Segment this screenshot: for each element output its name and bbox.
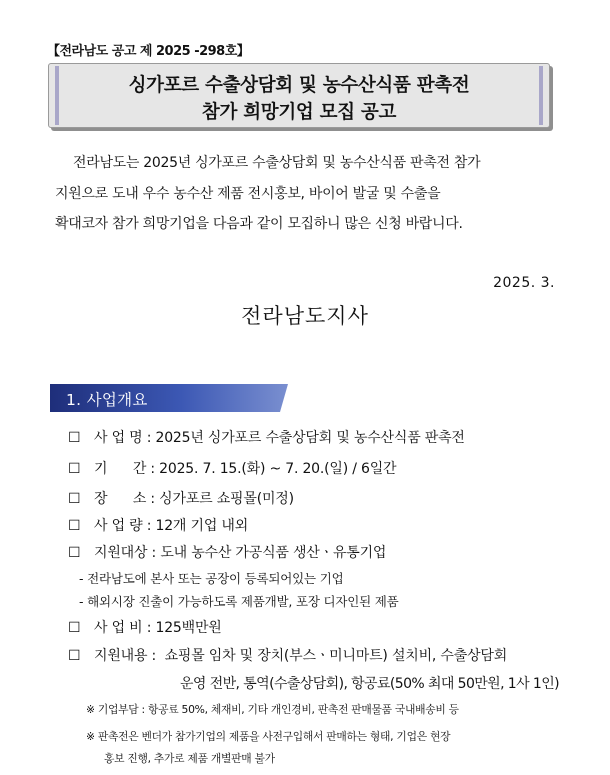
note-company-burden: ※ 기업부담 : 항공료 50%, 체재비, 기타 개인경비, 판촉전 판매물품 국내배송비 등 [86,703,459,716]
item-scale [68,515,248,535]
checkbox-icon: ☐ [68,518,81,534]
intro-paragraph [55,148,560,240]
checkbox-icon: ☐ [68,545,81,561]
item-project-name [68,427,465,447]
item-target [68,542,386,562]
intro-line-1: 전라남도는 2025년 싱가포르 수출상담회 및 농수산식품 판촉전 참가 [73,155,481,171]
item-value: : 도내 농수산 가공식품 생산ㆍ유통기업 [147,545,387,561]
note-promotion-line-2: 홍보 진행, 추가로 제품 개별판매 불가 [104,752,275,765]
checkbox-icon: ☐ [68,491,81,507]
notice-date: 2025. 3. [493,275,555,291]
item-support [68,645,507,665]
section-heading [50,384,288,412]
intro-line-3: 확대코자 참가 희망기업을 다음과 같이 모집하니 많은 신청 바랍니다. [55,216,463,232]
title-line-2: 참가 희망기업 모집 공고 [201,102,397,123]
item-value: : 싱가포르 쇼핑몰(미정) [146,491,294,507]
item-value: : 2025년 싱가포르 수출상담회 및 농수산식품 판촉전 [142,430,465,446]
title-line-1: 싱가포르 수출상담회 및 농수산식품 판촉전 [128,75,470,96]
item-value: : 쇼핑몰 임차 및 장치(부스ㆍ미니마트) 설치비, 수출상담회 [147,648,508,664]
target-sub-item: - 전라남도에 본사 또는 공장이 등록되어있는 기업 [79,571,344,586]
item-key: 기 간 [94,461,147,477]
item-support-continued: 운영 전반, 통역(수출상담회), 항공료(50% 최대 50만원, 1사 1인) [180,676,559,692]
item-value: : 125백만원 [142,620,222,636]
intro-line-2: 지원으로 도내 우수 농수산 제품 전시홍보, 바이어 발굴 및 수출을 [55,185,441,202]
item-budget [68,617,222,637]
item-key: 사 업 비 [94,620,143,636]
target-sub-item: - 해외시장 진출이 가능하도록 제품개발, 포장 디자인된 제품 [79,594,399,609]
item-value: : 2025. 7. 15.(화) ~ 7. 20.(일) / 6일간 [146,461,397,477]
issuing-organization: 전라남도지사 [241,304,369,328]
item-key: 사 업 량 [94,518,143,534]
title-box [48,63,550,128]
item-key: 지원내용 [94,648,148,664]
checkbox-icon: ☐ [68,461,81,477]
item-key: 장 소 [94,491,147,507]
item-value: : 12개 기업 내외 [142,518,249,534]
notice-number: 【전라남도 공고 제 2025 -298호】 [47,44,250,59]
checkbox-icon: ☐ [68,430,81,446]
checkbox-icon: ☐ [68,648,81,664]
note-promotion-line-1: ※ 판촉전은 벤더가 참가기업의 제품을 사전구입해서 판매하는 형태, 기업은 현장 [86,730,451,743]
item-key: 지원대상 [94,545,148,561]
checkbox-icon: ☐ [68,620,81,636]
section-heading-label: 1. 사업개요 [66,391,148,409]
item-period [68,458,396,478]
item-key: 사 업 명 [94,430,143,446]
item-place [68,488,294,508]
